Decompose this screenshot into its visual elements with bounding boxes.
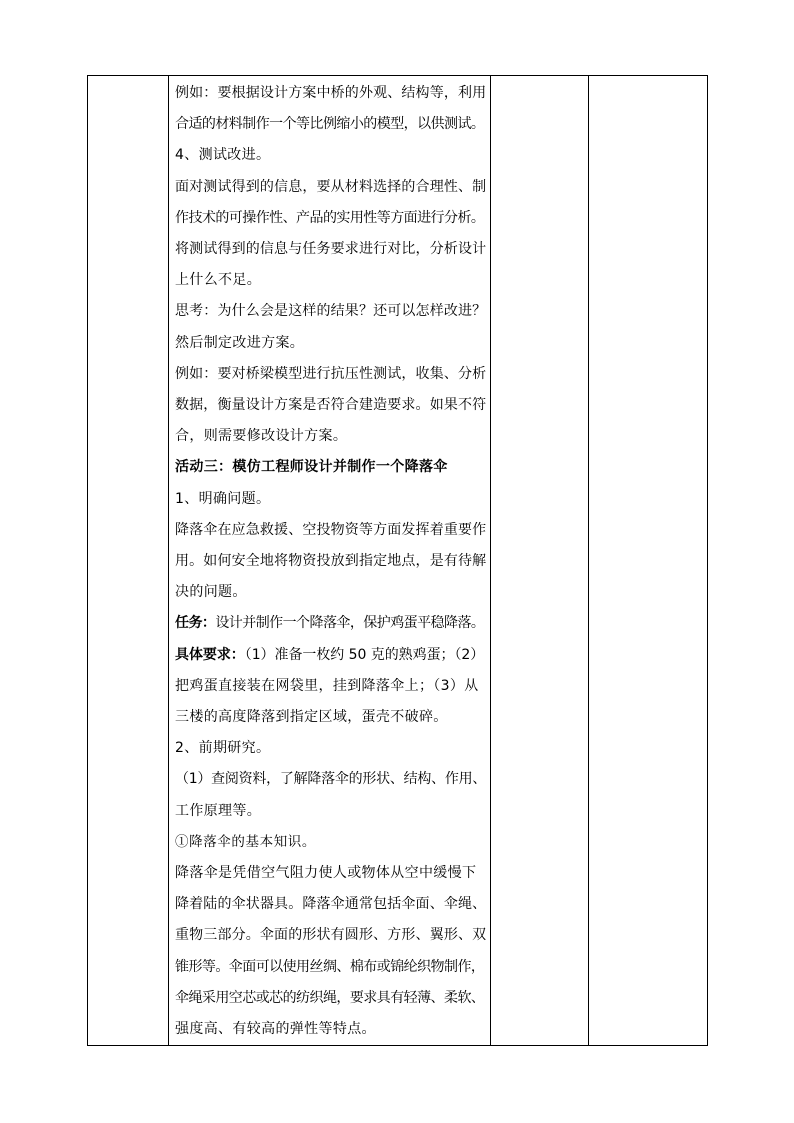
text-line: 上什么不足。 (175, 272, 262, 289)
requirements-line (175, 640, 486, 671)
text-line: 然后制定改进方案。 (175, 334, 305, 351)
text-line: 将测试得到的信息与任务要求进行对比，分析设计 (175, 241, 487, 258)
text-line: ①降落伞的基本知识。 (175, 833, 316, 850)
text-line: 用。如何安全地将物资投放到指定地点，是有待解 (175, 553, 487, 570)
table-cell-third (491, 76, 589, 1046)
text-line: 面对测试得到的信息，要从材料选择的合理性、制 (175, 178, 487, 195)
text-line: 把鸡蛋直接装在网袋里，挂到降落伞上；（3）从 (175, 677, 479, 694)
text-line: 决的问题。 (175, 584, 247, 601)
text-line: 4、测试改进。 (175, 147, 271, 164)
text-line: （1）查阅资料，了解降落伞的形状、结构、作用、 (175, 771, 487, 788)
text-line: 重物三部分。伞面的形状有圆形、方形、翼形、双 (175, 927, 487, 944)
text-line: 三楼的高度降落到指定区域，蛋壳不破碎。 (175, 709, 448, 726)
text-line: 合适的材料制作一个等比例缩小的模型，以供测试。 (175, 116, 485, 133)
table-cell-left (88, 76, 169, 1046)
text-line: 降落伞在应急救援、空投物资等方面发挥着重要作 (175, 521, 487, 538)
text-line: 作技术的可操作性、产品的实用性等方面进行分析。 (175, 209, 485, 226)
text-line: 降着陆的伞状器具。降落伞通常包括伞面、伞绳、 (175, 896, 487, 913)
table-cell-right (589, 76, 708, 1046)
content-body (169, 78, 490, 1045)
text-line: 数据，衡量设计方案是否符合建造要求。如果不符 (175, 397, 487, 414)
table-row (88, 76, 708, 1046)
task-line (175, 608, 486, 639)
text-line: 强度高、有较高的弹性等特点。 (175, 1021, 376, 1038)
text-line: 合，则需要修改设计方案。 (175, 428, 348, 445)
text-line: 思考：为什么会是这样的结果？还可以怎样改进？ (175, 303, 487, 320)
lesson-table (87, 75, 708, 1046)
text-line: 2、前期研究。 (175, 740, 271, 757)
text-line: 伞绳采用空芯或芯的纺织绳，要求具有轻薄、柔软、 (175, 989, 485, 1006)
requirements-label: 具体要求： (175, 646, 245, 663)
text-line: 降落伞是凭借空气阻力使人或物体从空中缓慢下 (175, 865, 477, 882)
activity-heading: 活动三：模仿工程师设计并制作一个降落伞 (175, 459, 448, 476)
task-label: 任务： (175, 615, 216, 632)
text-line: 例如：要根据设计方案中桥的外观、结构等，利用 (175, 85, 487, 101)
text-line: 锥形等。伞面可以使用丝绸、棉布或锦纶织物制作， (175, 958, 485, 975)
text-line: 例如：要对桥梁模型进行抗压性测试，收集、分析 (175, 365, 487, 382)
table-cell-content (169, 76, 491, 1046)
requirements-text: （1）准备一枚约 50 克的熟鸡蛋；（2） (244, 646, 485, 663)
text-line: 工作原理等。 (175, 802, 262, 819)
text-line: 1、明确问题。 (175, 490, 271, 507)
task-text: 设计并制作一个降落伞，保护鸡蛋平稳降落。 (215, 615, 485, 632)
